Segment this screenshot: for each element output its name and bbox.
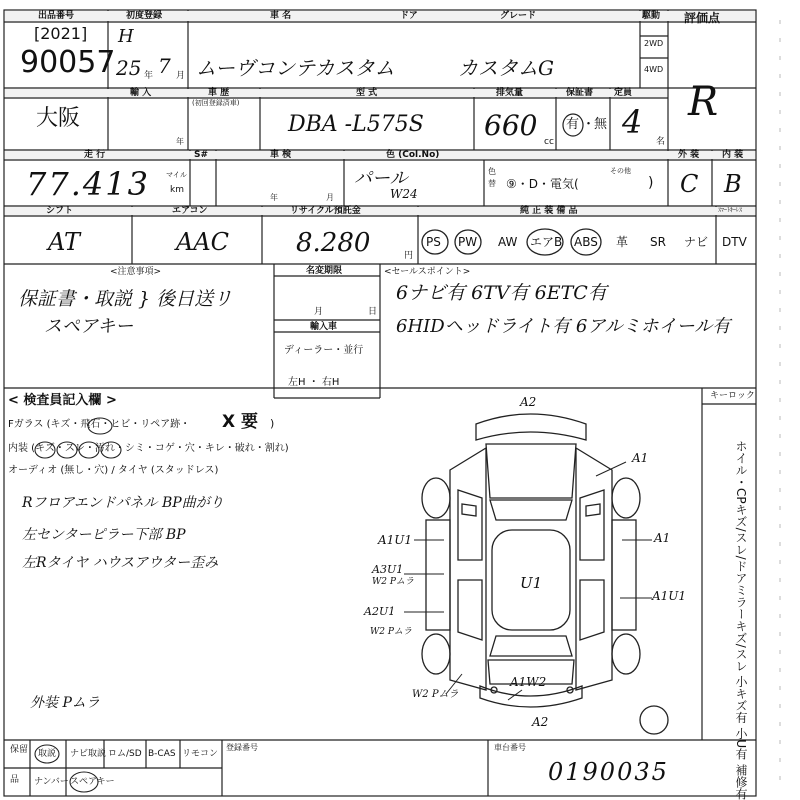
damage-a1-right-mid: A1: [654, 531, 671, 545]
damage-a2-top: A2: [520, 395, 537, 409]
equip-pw: PW: [458, 235, 478, 249]
name-change-month: 月: [314, 307, 324, 317]
equip-airbag: エアB: [530, 235, 563, 249]
equip-dtv: DTV: [722, 235, 747, 249]
mileage-label: 走 行: [84, 150, 106, 160]
warranty-no: 無: [594, 117, 608, 132]
power-options: ⑨・D・電気(: [506, 177, 579, 191]
damage-a1u1-left: A1U1: [378, 533, 413, 547]
model-label: 型 式: [356, 88, 378, 98]
equip-aw: AW: [498, 235, 518, 249]
damage-a1u1-right: A1U1: [652, 589, 687, 603]
ext-grade: C: [680, 170, 699, 198]
year-unit: 年: [176, 137, 184, 146]
spare-key-label: スペアキー: [70, 777, 115, 787]
recycle-label: リサイクル預託金: [290, 206, 361, 216]
color: パール: [354, 168, 408, 189]
power-other: その他: [610, 167, 631, 175]
lot-number: 90057: [20, 45, 116, 80]
damage-a1w2: A1W2: [510, 675, 547, 689]
sales-line2: 6HIDヘッドライト有 6アルミホイール有: [396, 316, 731, 337]
damage-w2-left2: W2 Pムラ: [370, 627, 412, 637]
recycle: 8.280: [296, 228, 371, 258]
grade: カスタムG: [458, 56, 554, 80]
lot-year: [2021]: [34, 24, 88, 43]
reg-month: 7: [158, 54, 171, 78]
aircon: AAC: [176, 228, 230, 256]
damage-a2u1: A2U1: [364, 605, 396, 618]
door-label: ドア: [400, 11, 418, 21]
yen-unit: 円: [404, 251, 414, 261]
name-change-day: 日: [368, 307, 378, 317]
rom-label: ロム/SD: [108, 749, 142, 759]
name-change-label: 名変期限: [306, 266, 343, 276]
sales-label: <セールスポイント>: [384, 267, 471, 277]
aircon-label: エアコン: [172, 206, 208, 216]
warranty-yes: 有: [566, 117, 580, 132]
inspection-month: 月: [326, 193, 334, 202]
int-grade: B: [724, 170, 742, 198]
inspection-note-3: 左Rタイヤ ハウスアウター歪み: [22, 555, 219, 571]
cc-unit: cc: [544, 137, 554, 147]
grade-label: グレード: [500, 11, 537, 21]
damage-a3u1: A3U1: [372, 563, 404, 576]
number-label: ナンバー: [34, 777, 69, 787]
damage-u1-center: U1: [520, 574, 543, 592]
ext-label: 外 装: [678, 150, 700, 160]
glass-close: ): [270, 417, 275, 430]
color-code: W24: [390, 187, 418, 201]
equipment-label: 純 正 装 備 品: [520, 206, 578, 216]
score-label: 評価点: [684, 11, 721, 25]
color-change-label: 色替: [488, 167, 496, 188]
equip-leather: 革: [616, 235, 629, 249]
import-label: 輸 入: [130, 88, 152, 98]
seats-unit: 名: [656, 137, 666, 147]
damage-a2-bottom: A2: [532, 715, 549, 729]
retained-label: 保留: [10, 745, 29, 755]
inspection-note-4: 外装 Pムラ: [30, 695, 100, 711]
glass-line: Fガラス (キズ・飛石・ヒビ・リペア跡・: [8, 419, 191, 430]
damage-w2-left: W2 Pムラ: [372, 577, 414, 587]
caution-label: <注意事項>: [110, 267, 162, 277]
chassis-number: 0190035: [548, 758, 669, 786]
equip-navi: ナビ: [684, 235, 709, 249]
int-label: 内 装: [722, 150, 744, 160]
keylock-label: キーロック: [710, 391, 755, 401]
caution-line1: 保証書・取説 } 後日送リ: [18, 288, 233, 310]
caution-line2: スペアキー: [44, 316, 134, 337]
score: R: [688, 79, 719, 125]
displacement: 660: [484, 109, 538, 142]
mile-km: マイル: [166, 171, 187, 179]
handle-label: 左H ・ 右H: [288, 377, 340, 388]
reg-month-unit: 月: [176, 71, 186, 81]
damage-a1-right-front: A1: [632, 451, 649, 465]
seats-label: 定員: [614, 88, 633, 98]
items-label: 品: [10, 775, 20, 785]
inspection-title: < 検査員記入欄 >: [8, 393, 117, 408]
keyless-label: ｽﾏｰﾄｷｰﾚｽ: [718, 207, 743, 214]
car-name-label: 車 名: [270, 11, 292, 21]
inspection-label: 車 検: [270, 150, 292, 160]
reg-no-label: 登録番号: [226, 743, 258, 752]
warranty-sep: ・: [582, 117, 596, 132]
chassis-label: 車台番号: [494, 743, 526, 752]
side-text: ホイル・CPキズ/スレ/ドアミラーキズ/スレ 小キズ有 小U有 補修有: [734, 440, 748, 800]
damage-w2-bottom: W2 Pムラ: [412, 689, 459, 700]
model: DBA -L575S: [288, 112, 424, 137]
shaken-sub: (初回登録済車): [192, 99, 240, 107]
inspection-note-2: 左センターピラー下部 BP: [22, 527, 186, 543]
equip-abs: ABS: [574, 235, 598, 249]
audio-line: オーディオ (無し・穴) / タイヤ (スタッドレス): [8, 465, 219, 476]
displacement-label: 排気量: [496, 88, 524, 98]
reg-year-unit: 年: [144, 71, 154, 81]
color-label: 色 (Col.No): [386, 150, 440, 160]
km-unit: km: [170, 185, 184, 195]
shift: AT: [48, 228, 81, 256]
shaken-label: 車 歴: [208, 88, 230, 98]
import-car-label: 輸入車: [310, 322, 338, 332]
inspection-note-1: Rフロアエンドパネル BP曲がり: [22, 495, 224, 511]
drive-2wd: 2WD: [644, 39, 664, 48]
interior-line: 内装 (キズ・スレ・汚れ・シミ・コゲ・穴・キレ・破れ・割れ): [8, 443, 289, 454]
mileage: 77.413: [26, 165, 150, 203]
equip-ps: PS: [426, 235, 441, 249]
shift-label: シフト: [46, 206, 74, 216]
seats: 4: [622, 103, 643, 141]
dealer-label: ディーラー・並行: [284, 345, 364, 356]
car-name: ムーヴコンテカスタム: [196, 56, 395, 80]
location: 大阪: [36, 106, 81, 131]
navi-disc-label: ナビ取説: [70, 749, 107, 759]
glass-x: X 要: [222, 412, 259, 432]
drive-4wd: 4WD: [644, 65, 664, 74]
warranty-label: 保証書: [566, 88, 594, 98]
equip-sr: SR: [650, 235, 666, 249]
inspection-year: 年: [270, 193, 278, 202]
sharp-label: S#: [194, 150, 209, 160]
power-close: ): [648, 175, 654, 191]
reg-year: 25: [116, 56, 142, 80]
remote-label: リモコン: [182, 749, 219, 759]
era: H: [118, 26, 134, 47]
first-reg-label: 初度登録: [126, 11, 163, 21]
drive-label: 駆動: [642, 11, 661, 21]
bcas-label: B-CAS: [148, 749, 176, 759]
lot-label: 出品番号: [38, 11, 75, 21]
manual-label: 取説: [38, 749, 57, 759]
sales-line1: 6ナビ有 6TV有 6ETC有: [396, 282, 607, 304]
